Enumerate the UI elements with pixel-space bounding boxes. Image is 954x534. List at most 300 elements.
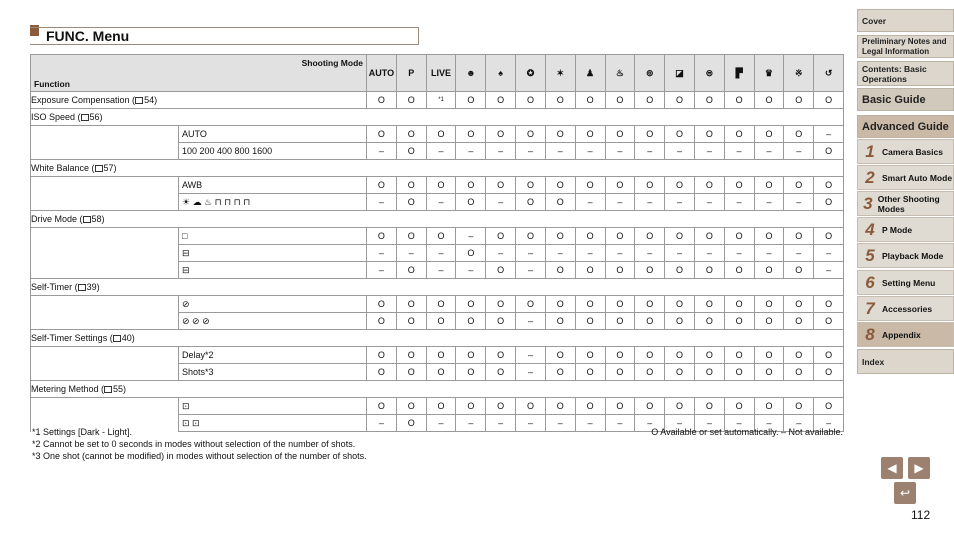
chapter-number: 3: [863, 193, 873, 213]
sidebar-chapter-4[interactable]: [857, 217, 954, 242]
cell: O: [724, 296, 754, 313]
row-sub-label: ⊡ ⊡: [179, 415, 367, 432]
cell: O: [605, 398, 635, 415]
chapter-label: Appendix: [882, 329, 921, 340]
cell: O: [396, 364, 426, 381]
cell: O: [635, 347, 665, 364]
cell: O: [396, 143, 426, 160]
row-group-label: Self-Timer Settings ( 40): [31, 330, 844, 347]
cell: O: [754, 313, 784, 330]
chapter-number: 8: [865, 324, 875, 344]
cell: –: [665, 415, 695, 432]
cell: O: [367, 92, 397, 109]
cell: –: [456, 143, 486, 160]
row-label-exposure: Exposure Compensation ( 54): [31, 92, 367, 109]
mode-auto-icon: AUTO: [367, 55, 397, 92]
sidebar-prelim[interactable]: [857, 35, 954, 58]
cell: O: [486, 296, 516, 313]
cell: O: [694, 262, 724, 279]
group-header-row: [31, 330, 844, 347]
cell: O: [724, 126, 754, 143]
cell: –: [426, 143, 456, 160]
row-sub-label: Delay*2: [179, 347, 367, 364]
cell: –: [367, 262, 397, 279]
cell: O: [635, 398, 665, 415]
cell: –: [575, 143, 605, 160]
cell: –: [665, 194, 695, 211]
cell: –: [814, 262, 844, 279]
prev-page-button[interactable]: [881, 457, 903, 479]
row-group-label: White Balance ( 57): [31, 160, 844, 177]
sidebar-contents-label: Contents: Basic Operations: [862, 63, 927, 84]
cell: O: [396, 296, 426, 313]
indent-cell: [31, 126, 179, 143]
cell: –: [605, 194, 635, 211]
cell: O: [635, 262, 665, 279]
cell: O: [814, 296, 844, 313]
header-function: Function: [34, 79, 70, 89]
cell: O: [545, 398, 575, 415]
group-header-row: [31, 211, 844, 228]
cell: O: [456, 296, 486, 313]
cell: O: [575, 398, 605, 415]
cell: O: [486, 177, 516, 194]
mode-p-icon: P: [396, 55, 426, 92]
cell: O: [396, 92, 426, 109]
cell: O: [694, 296, 724, 313]
sidebar-basic-guide[interactable]: [857, 88, 954, 111]
sidebar-chapter-2[interactable]: [857, 165, 954, 190]
cell: –: [367, 194, 397, 211]
group-header-row: [31, 381, 844, 398]
row-sub-label: AWB: [179, 177, 367, 194]
cell: O: [754, 262, 784, 279]
cell: O: [814, 364, 844, 381]
indent-cell: [31, 347, 179, 364]
cell: O: [396, 194, 426, 211]
cell: O: [545, 126, 575, 143]
cell: –: [724, 415, 754, 432]
cell: –: [575, 415, 605, 432]
cell: –: [486, 415, 516, 432]
cell: –: [516, 415, 546, 432]
cell: O: [456, 347, 486, 364]
cell: –: [814, 126, 844, 143]
cell: O: [545, 177, 575, 194]
cell: –: [724, 143, 754, 160]
row-sub-label: ⊡: [179, 398, 367, 415]
cell: O: [814, 92, 844, 109]
mode-snow-icon: ◪: [665, 55, 695, 92]
cell: –: [426, 245, 456, 262]
cell: O: [545, 262, 575, 279]
cell: O: [605, 92, 635, 109]
cell: O: [665, 398, 695, 415]
cell: O: [396, 177, 426, 194]
next-page-button[interactable]: [908, 457, 930, 479]
cell: O: [367, 347, 397, 364]
cell: O: [784, 296, 814, 313]
cell: O: [516, 194, 546, 211]
cell: O: [635, 313, 665, 330]
cell: –: [694, 415, 724, 432]
indent-cell: [31, 262, 179, 279]
cell: O: [665, 347, 695, 364]
chapter-label: Camera Basics: [882, 146, 943, 157]
table-row: [31, 398, 844, 415]
cell: O: [694, 92, 724, 109]
group-header-row: [31, 279, 844, 296]
cell: –: [575, 194, 605, 211]
cell: –: [814, 245, 844, 262]
cell: O: [545, 92, 575, 109]
legend: O Available or set automatically. – Not available.: [651, 427, 843, 437]
cell: O: [367, 313, 397, 330]
cell: O: [575, 364, 605, 381]
sidebar-advanced-guide[interactable]: [857, 115, 954, 138]
cell: O: [456, 194, 486, 211]
cell: O: [396, 415, 426, 432]
cell: –: [784, 143, 814, 160]
cell: –: [426, 262, 456, 279]
cell: O: [456, 126, 486, 143]
cell: O: [545, 228, 575, 245]
row-sub-label: ⊘: [179, 296, 367, 313]
cell: O: [635, 92, 665, 109]
cell: O: [456, 364, 486, 381]
cell: O: [814, 228, 844, 245]
cell: –: [545, 143, 575, 160]
sidebar-chapter-3[interactable]: [857, 191, 954, 216]
chapter-number: 4: [865, 219, 875, 239]
table-row: [31, 228, 844, 245]
cell: O: [456, 398, 486, 415]
sidebar-chapter-6[interactable]: [857, 270, 954, 295]
cell: –: [456, 415, 486, 432]
cell: –: [516, 313, 546, 330]
cell: O: [784, 228, 814, 245]
book-icon: [78, 284, 86, 291]
chapter-label: Playback Mode: [882, 250, 944, 261]
cell: O: [784, 398, 814, 415]
book-icon: [95, 165, 103, 172]
cell: –: [754, 415, 784, 432]
cell: –: [694, 245, 724, 262]
cell: O: [814, 347, 844, 364]
sidebar-chapter-8[interactable]: [857, 322, 954, 347]
cell: O: [545, 313, 575, 330]
cell: O: [605, 347, 635, 364]
table-row: [31, 245, 844, 262]
mode-toy-icon: ※: [784, 55, 814, 92]
table-row: [31, 194, 844, 211]
cell: O: [575, 126, 605, 143]
table-row: [31, 177, 844, 194]
group-header-row: [31, 109, 844, 126]
cell: –: [754, 245, 784, 262]
cell: O: [456, 92, 486, 109]
cell: O: [426, 177, 456, 194]
cell: O: [665, 313, 695, 330]
table-row: [31, 347, 844, 364]
cell: O: [486, 126, 516, 143]
cell: –: [754, 143, 784, 160]
row-sub-label: ☀ ☁ ♨ ⊓ ⊓ ⊓ ⊓: [179, 194, 367, 211]
cell: O: [396, 228, 426, 245]
cell: –: [456, 228, 486, 245]
indent-cell: [31, 143, 179, 160]
header-shooting-mode: Shooting Mode: [301, 58, 363, 68]
cell: –: [367, 415, 397, 432]
cell: O: [754, 177, 784, 194]
cell: –: [694, 143, 724, 160]
chapter-label: Accessories: [882, 303, 933, 314]
row-group-label: Metering Method ( 55): [31, 381, 844, 398]
cell: O: [694, 313, 724, 330]
cell: O: [754, 228, 784, 245]
cell: –: [635, 415, 665, 432]
cell: O: [814, 313, 844, 330]
mode-fish-eye-icon: ▛: [724, 55, 754, 92]
cell: O: [396, 398, 426, 415]
cell: O: [426, 313, 456, 330]
cell: O: [814, 398, 844, 415]
cell: O: [575, 347, 605, 364]
chapter-number: 2: [865, 167, 875, 187]
mode-underwater-icon: ⊚: [635, 55, 665, 92]
cell: –: [784, 415, 814, 432]
row-group-label: Self-Timer ( 39): [31, 279, 844, 296]
cell: O: [665, 296, 695, 313]
cell: O: [724, 228, 754, 245]
cell: O: [605, 313, 635, 330]
cell: O: [635, 228, 665, 245]
table-row: [31, 262, 844, 279]
cell: –: [486, 143, 516, 160]
chapter-number: 6: [865, 272, 875, 292]
cell: O: [665, 228, 695, 245]
cell: O: [516, 398, 546, 415]
cell: O: [665, 126, 695, 143]
cell: O: [754, 296, 784, 313]
sidebar-contents[interactable]: [857, 61, 954, 86]
return-icon: ↩: [899, 486, 911, 500]
cell: –: [784, 245, 814, 262]
cell: O: [694, 398, 724, 415]
row-group-label: Drive Mode ( 58): [31, 211, 844, 228]
cell: O: [486, 347, 516, 364]
cell: O: [724, 262, 754, 279]
cell: O: [814, 194, 844, 211]
cell: O: [665, 92, 695, 109]
mode-live-icon: LIVE: [426, 55, 456, 92]
indent-cell: [31, 245, 179, 262]
cell: O: [694, 364, 724, 381]
cell: O: [665, 262, 695, 279]
cell: –: [516, 262, 546, 279]
cell: O: [516, 92, 546, 109]
cell: O: [605, 228, 635, 245]
cell: –: [635, 245, 665, 262]
sidebar-index[interactable]: [857, 349, 954, 374]
cell: –: [605, 245, 635, 262]
cell: O: [724, 398, 754, 415]
cell: O: [575, 296, 605, 313]
sidebar-index-label: Index: [862, 356, 885, 367]
mode-art-bold-icon: ♛: [754, 55, 784, 92]
cell: O: [694, 228, 724, 245]
sidebar-chapter-1[interactable]: [857, 139, 954, 164]
book-icon: [83, 216, 91, 223]
cell: O: [396, 126, 426, 143]
cell: O: [635, 126, 665, 143]
cell: –: [426, 194, 456, 211]
cell: –: [545, 415, 575, 432]
table-row: [31, 296, 844, 313]
cell: O: [665, 364, 695, 381]
arrow-left-icon: ◀: [887, 461, 897, 475]
mode-face-self-icon: ♠: [486, 55, 516, 92]
row-sub-label: □: [179, 228, 367, 245]
cell: O: [724, 313, 754, 330]
cell: O: [456, 313, 486, 330]
table-header-row: [31, 55, 844, 92]
cell: O: [754, 364, 784, 381]
cell: O: [575, 177, 605, 194]
cell: O: [754, 347, 784, 364]
indent-cell: [31, 194, 179, 211]
chapter-number: 7: [865, 298, 875, 318]
sidebar-chapter-5[interactable]: [857, 243, 954, 268]
footnote-3: *3 One shot (cannot be modified) in modes without selection of the number of shots.: [32, 451, 367, 461]
cell: O: [754, 398, 784, 415]
cell: O: [784, 92, 814, 109]
cell: O: [367, 126, 397, 143]
mode-wink-icon: ♟: [575, 55, 605, 92]
cell: O: [426, 364, 456, 381]
return-button[interactable]: [894, 482, 916, 504]
row-group-label: ISO Speed ( 56): [31, 109, 844, 126]
table-body: [31, 92, 844, 432]
mode-fireworks-icon: ♨: [605, 55, 635, 92]
table-row: [31, 143, 844, 160]
table-row: [31, 364, 844, 381]
cell: O: [367, 177, 397, 194]
indent-cell: [31, 228, 179, 245]
row-sub-label: 100 200 400 800 1600: [179, 143, 367, 160]
cell: O: [545, 194, 575, 211]
mode-high-speed-icon: ✶: [545, 55, 575, 92]
cell: O: [367, 296, 397, 313]
cell: O: [367, 228, 397, 245]
cell: *1: [426, 92, 456, 109]
table-row: [31, 313, 844, 330]
footnote-2: *2 Cannot be set to 0 seconds in modes without selection of the number of shots.: [32, 439, 356, 449]
cell: O: [396, 313, 426, 330]
sidebar-prelim-label: Preliminary Notes and Legal Information: [862, 36, 947, 56]
cell: O: [575, 92, 605, 109]
cell: O: [486, 228, 516, 245]
indent-cell: [31, 177, 179, 194]
cell: O: [545, 296, 575, 313]
table-row: [31, 126, 844, 143]
chapter-number: 5: [865, 245, 875, 265]
footnote-1: *1 Settings [Dark - Light].: [32, 427, 133, 437]
book-icon: [81, 114, 89, 121]
indent-cell: [31, 398, 179, 415]
cell: –: [516, 143, 546, 160]
cell: –: [575, 245, 605, 262]
cell: O: [784, 262, 814, 279]
row-sub-label: AUTO: [179, 126, 367, 143]
sidebar-cover[interactable]: [857, 9, 954, 32]
cell: O: [605, 177, 635, 194]
cell: O: [784, 364, 814, 381]
cell: O: [367, 364, 397, 381]
cell: –: [516, 347, 546, 364]
page-title: FUNC. Menu: [46, 28, 130, 44]
cell: O: [426, 228, 456, 245]
sidebar-cover-label: Cover: [862, 15, 887, 26]
cell: O: [575, 313, 605, 330]
cell: O: [516, 296, 546, 313]
indent-cell: [31, 313, 179, 330]
table-row: [31, 92, 844, 109]
chapter-label: P Mode: [882, 224, 913, 235]
cell: O: [575, 228, 605, 245]
cell: –: [694, 194, 724, 211]
cell: O: [575, 262, 605, 279]
cell: O: [784, 313, 814, 330]
cell: –: [635, 194, 665, 211]
indent-cell: [31, 296, 179, 313]
chapter-label: Other Shooting Modes: [877, 193, 940, 214]
sidebar-advanced-label: Advanced Guide: [862, 120, 949, 133]
cell: O: [516, 126, 546, 143]
cell: –: [605, 143, 635, 160]
cell: –: [724, 194, 754, 211]
cell: O: [635, 364, 665, 381]
cell: O: [724, 92, 754, 109]
cell: –: [516, 364, 546, 381]
cell: –: [486, 245, 516, 262]
cell: O: [694, 126, 724, 143]
cell: O: [426, 398, 456, 415]
arrow-right-icon: ▶: [914, 461, 924, 475]
mode-sparkle-icon: ↺: [814, 55, 844, 92]
row-sub-label: ⊘ ⊘ ⊘: [179, 313, 367, 330]
mode-smart-shutter-icon: ✪: [516, 55, 546, 92]
group-header-row: [31, 160, 844, 177]
book-icon: [113, 335, 121, 342]
cell: O: [486, 364, 516, 381]
cell: O: [665, 177, 695, 194]
book-icon: [135, 97, 143, 104]
sidebar-basic-label: Basic Guide: [862, 93, 926, 106]
cell: O: [396, 347, 426, 364]
cell: O: [426, 126, 456, 143]
mode-monochrome-icon: ⊜: [694, 55, 724, 92]
cell: O: [516, 177, 546, 194]
cell: –: [426, 415, 456, 432]
cell: O: [814, 177, 844, 194]
cell: O: [486, 262, 516, 279]
sidebar-chapter-7[interactable]: [857, 296, 954, 321]
cell: –: [367, 245, 397, 262]
cell: O: [754, 126, 784, 143]
row-sub-label: ⊟: [179, 245, 367, 262]
cell: O: [724, 347, 754, 364]
